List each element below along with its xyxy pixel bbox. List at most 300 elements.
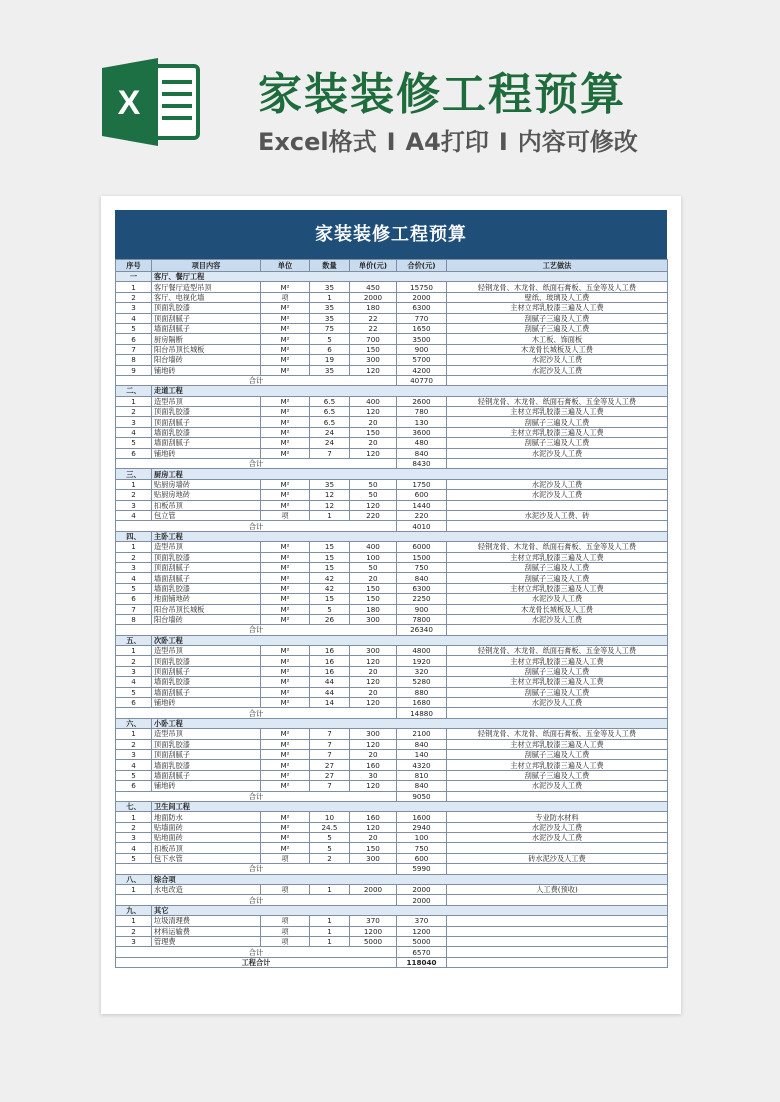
row-number: 2 <box>116 822 152 832</box>
total-label: 合计 <box>116 375 397 385</box>
table-row <box>116 583 668 593</box>
item-total: 5700 <box>397 355 447 365</box>
item-name: 扣板吊顶 <box>152 500 261 510</box>
item-name: 墙面乳胶漆 <box>152 677 261 687</box>
row-number: 1 <box>116 646 152 656</box>
total-label: 合计 <box>116 708 397 718</box>
item-method: 主材立邦乳胶漆三遍及人工费 <box>447 303 668 313</box>
item-quantity: 7 <box>310 739 350 749</box>
section-name: 主卧工程 <box>152 531 668 541</box>
total-value: 4010 <box>397 521 447 531</box>
item-total: 750 <box>397 562 447 572</box>
item-unit: 项 <box>261 916 310 926</box>
item-method: 刮腻子三遍及人工费 <box>447 573 668 583</box>
section-name: 客厅、餐厅工程 <box>152 272 668 282</box>
table-row <box>116 438 668 448</box>
row-number: 6 <box>116 334 152 344</box>
item-price: 400 <box>350 396 397 406</box>
row-number: 7 <box>116 344 152 354</box>
item-unit: M² <box>261 396 310 406</box>
item-quantity: 12 <box>310 490 350 500</box>
table-row <box>116 822 668 832</box>
item-quantity: 6.5 <box>310 407 350 417</box>
item-price: 20 <box>350 833 397 843</box>
item-name: 墙面乳胶漆 <box>152 583 261 593</box>
subtotal-row <box>116 791 668 801</box>
budget-sheet <box>115 210 667 968</box>
item-unit: M² <box>261 698 310 708</box>
item-quantity: 35 <box>310 303 350 313</box>
row-number: 4 <box>116 760 152 770</box>
item-total: 130 <box>397 417 447 427</box>
section-row <box>116 272 668 282</box>
item-quantity: 5 <box>310 843 350 853</box>
item-method: 刮腻子三遍及人工费 <box>447 438 668 448</box>
row-number: 6 <box>116 781 152 791</box>
logo-letter: X <box>117 84 141 122</box>
item-price: 120 <box>350 698 397 708</box>
total-method-cell <box>447 459 668 469</box>
section-number: 八、 <box>116 874 152 884</box>
row-number: 1 <box>116 729 152 739</box>
row-number: 3 <box>116 562 152 572</box>
item-method: 水泥沙及人工费 <box>447 822 668 832</box>
item-quantity: 24 <box>310 438 350 448</box>
item-total: 840 <box>397 448 447 458</box>
item-total: 1200 <box>397 926 447 936</box>
table-row <box>116 573 668 583</box>
item-unit: M² <box>261 614 310 624</box>
table-row <box>116 843 668 853</box>
item-unit: M² <box>261 344 310 354</box>
item-quantity: 12 <box>310 500 350 510</box>
item-name: 顶面刮腻子 <box>152 562 261 572</box>
item-method: 主材立邦乳胶漆三遍及人工费 <box>447 677 668 687</box>
item-price: 120 <box>350 781 397 791</box>
budget-table <box>115 259 668 968</box>
row-number: 1 <box>116 282 152 292</box>
column-header: 单价(元) <box>350 260 397 272</box>
item-price: 120 <box>350 407 397 417</box>
row-number: 3 <box>116 303 152 313</box>
section-row <box>116 469 668 479</box>
item-method: 水泥沙及人工费 <box>447 833 668 843</box>
item-unit: M² <box>261 500 310 510</box>
row-number: 3 <box>116 500 152 510</box>
row-number: 5 <box>116 438 152 448</box>
subtotal-row <box>116 895 668 905</box>
subtotal-row <box>116 375 668 385</box>
table-row <box>116 677 668 687</box>
item-price: 180 <box>350 604 397 614</box>
item-total: 140 <box>397 749 447 759</box>
item-unit: M² <box>261 355 310 365</box>
row-number: 4 <box>116 313 152 323</box>
item-method: 主材立邦乳胶漆三遍及人工费 <box>447 583 668 593</box>
row-number: 1 <box>116 479 152 489</box>
item-method: 人工费(预收) <box>447 885 668 895</box>
item-total: 15750 <box>397 282 447 292</box>
item-method: 水泥沙及人工费 <box>447 490 668 500</box>
total-label: 合计 <box>116 791 397 801</box>
item-name: 墙面刮腻子 <box>152 438 261 448</box>
item-price: 450 <box>350 282 397 292</box>
section-name: 厨房工程 <box>152 469 668 479</box>
item-method: 木工板、饰面板 <box>447 334 668 344</box>
item-quantity: 6.5 <box>310 417 350 427</box>
item-unit: M² <box>261 594 310 604</box>
item-method: 木龙骨长城板及人工费 <box>447 344 668 354</box>
item-unit: M² <box>261 334 310 344</box>
item-total: 6300 <box>397 583 447 593</box>
item-quantity: 42 <box>310 583 350 593</box>
total-value: 9050 <box>397 791 447 801</box>
table-row <box>116 937 668 947</box>
item-method: 轻钢龙骨、木龙骨、纸面石膏板、五金等及人工费 <box>447 729 668 739</box>
item-unit: M² <box>261 562 310 572</box>
item-price: 1200 <box>350 926 397 936</box>
table-row <box>116 448 668 458</box>
item-method: 水泥沙及人工费 <box>447 448 668 458</box>
item-price: 20 <box>350 687 397 697</box>
item-name: 贴墙面砖 <box>152 822 261 832</box>
item-quantity: 75 <box>310 323 350 333</box>
item-price: 50 <box>350 490 397 500</box>
item-name: 顶面刮腻子 <box>152 417 261 427</box>
item-unit: M² <box>261 583 310 593</box>
table-row <box>116 926 668 936</box>
table-row <box>116 812 668 822</box>
item-unit: M² <box>261 760 310 770</box>
item-price: 20 <box>350 573 397 583</box>
item-name: 包下水管 <box>152 853 261 863</box>
item-name: 墙面刮腻子 <box>152 770 261 780</box>
section-number: 四、 <box>116 531 152 541</box>
item-name: 墙面刮腻子 <box>152 573 261 583</box>
row-number: 2 <box>116 926 152 936</box>
item-total: 600 <box>397 853 447 863</box>
page-title: 家装装修工程预算 <box>258 69 626 120</box>
total-method-cell <box>447 947 668 957</box>
item-unit: M² <box>261 812 310 822</box>
item-unit: M² <box>261 282 310 292</box>
item-quantity: 35 <box>310 313 350 323</box>
item-method: 水泥沙及人工费 <box>447 781 668 791</box>
item-method: 主材立邦乳胶漆三遍及人工费 <box>447 427 668 437</box>
column-header: 工艺做法 <box>447 260 668 272</box>
item-total: 1500 <box>397 552 447 562</box>
item-total: 7800 <box>397 614 447 624</box>
row-number: 3 <box>116 417 152 427</box>
item-quantity: 27 <box>310 760 350 770</box>
item-total: 370 <box>397 916 447 926</box>
row-number: 8 <box>116 355 152 365</box>
item-unit: M² <box>261 770 310 780</box>
section-number: 五、 <box>116 635 152 645</box>
item-name: 垃圾清理费 <box>152 916 261 926</box>
item-quantity: 14 <box>310 698 350 708</box>
total-label: 工程合计 <box>116 957 397 967</box>
section-name: 卫生间工程 <box>152 801 668 811</box>
item-unit: M² <box>261 542 310 552</box>
section-row <box>116 386 668 396</box>
table-row <box>116 407 668 417</box>
item-unit: M² <box>261 479 310 489</box>
item-total: 4320 <box>397 760 447 770</box>
item-price: 30 <box>350 770 397 780</box>
table-row <box>116 427 668 437</box>
item-total: 3600 <box>397 427 447 437</box>
item-unit: M² <box>261 749 310 759</box>
item-unit: 项 <box>261 885 310 895</box>
item-name: 顶面刮腻子 <box>152 666 261 676</box>
table-row <box>116 916 668 926</box>
item-name: 管理费 <box>152 937 261 947</box>
item-price: 150 <box>350 583 397 593</box>
item-quantity: 42 <box>310 573 350 583</box>
item-quantity: 24 <box>310 427 350 437</box>
item-price: 20 <box>350 666 397 676</box>
column-header: 序号 <box>116 260 152 272</box>
item-name: 包立管 <box>152 510 261 520</box>
item-price: 150 <box>350 843 397 853</box>
row-number: 4 <box>116 677 152 687</box>
item-quantity: 16 <box>310 646 350 656</box>
table-row <box>116 562 668 572</box>
item-unit: M² <box>261 303 310 313</box>
table-row <box>116 687 668 697</box>
item-method: 轻钢龙骨、木龙骨、纸面石膏板、五金等及人工费 <box>447 542 668 552</box>
item-total: 840 <box>397 573 447 583</box>
subtotal-row <box>116 864 668 874</box>
table-row <box>116 594 668 604</box>
item-name: 顶面乳胶漆 <box>152 552 261 562</box>
item-price: 150 <box>350 427 397 437</box>
item-unit: M² <box>261 313 310 323</box>
item-unit: M² <box>261 323 310 333</box>
item-quantity: 19 <box>310 355 350 365</box>
item-name: 阳台墙砖 <box>152 355 261 365</box>
row-number: 4 <box>116 573 152 583</box>
item-total: 770 <box>397 313 447 323</box>
section-number: 九、 <box>116 905 152 915</box>
column-header: 合价(元) <box>397 260 447 272</box>
item-total: 100 <box>397 833 447 843</box>
total-method-cell <box>447 375 668 385</box>
item-method: 主材立邦乳胶漆三遍及人工费 <box>447 739 668 749</box>
item-method <box>447 843 668 853</box>
item-price: 300 <box>350 729 397 739</box>
section-number: 一 <box>116 272 152 282</box>
item-method: 主材立邦乳胶漆三遍及人工费 <box>447 552 668 562</box>
item-quantity: 5 <box>310 604 350 614</box>
row-number: 6 <box>116 594 152 604</box>
row-number: 1 <box>116 885 152 895</box>
item-name: 造型吊顶 <box>152 396 261 406</box>
item-unit: M² <box>261 365 310 375</box>
item-name: 铺地砖 <box>152 365 261 375</box>
section-row <box>116 718 668 728</box>
total-label: 合计 <box>116 521 397 531</box>
item-quantity: 7 <box>310 448 350 458</box>
item-method: 水泥沙及人工费 <box>447 698 668 708</box>
grand-total-row <box>116 957 668 967</box>
item-price: 300 <box>350 355 397 365</box>
item-unit: M² <box>261 604 310 614</box>
table-row <box>116 604 668 614</box>
item-quantity: 15 <box>310 552 350 562</box>
item-price: 180 <box>350 303 397 313</box>
item-method: 水泥沙及人工费 <box>447 355 668 365</box>
item-method: 刮腻子三遍及人工费 <box>447 417 668 427</box>
item-name: 顶面乳胶漆 <box>152 303 261 313</box>
item-quantity: 44 <box>310 677 350 687</box>
item-price: 100 <box>350 552 397 562</box>
table-row <box>116 698 668 708</box>
table-row <box>116 323 668 333</box>
row-number: 3 <box>116 666 152 676</box>
item-method: 轻钢龙骨、木龙骨、纸面石膏板、五金等及人工费 <box>447 646 668 656</box>
total-value: 14880 <box>397 708 447 718</box>
item-total: 1750 <box>397 479 447 489</box>
item-price: 400 <box>350 542 397 552</box>
item-method: 专业防水材料 <box>447 812 668 822</box>
table-row <box>116 490 668 500</box>
item-name: 贴厨房墙砖 <box>152 479 261 489</box>
total-method-cell <box>447 625 668 635</box>
item-unit: M² <box>261 843 310 853</box>
item-unit: 项 <box>261 510 310 520</box>
section-number: 二、 <box>116 386 152 396</box>
item-name: 阳台墙砖 <box>152 614 261 624</box>
table-row <box>116 749 668 759</box>
item-price: 50 <box>350 479 397 489</box>
table-row <box>116 355 668 365</box>
table-row <box>116 282 668 292</box>
total-method-cell <box>447 957 668 967</box>
sheet-title: 家装装修工程预算 <box>115 210 667 259</box>
item-total: 2250 <box>397 594 447 604</box>
item-price: 300 <box>350 646 397 656</box>
item-unit: M² <box>261 822 310 832</box>
item-method: 水泥沙及人工费 <box>447 594 668 604</box>
row-number: 5 <box>116 853 152 863</box>
item-price: 2000 <box>350 885 397 895</box>
section-row <box>116 531 668 541</box>
table-row <box>116 853 668 863</box>
total-label: 合计 <box>116 947 397 957</box>
item-quantity: 15 <box>310 594 350 604</box>
item-total: 2000 <box>397 292 447 302</box>
section-row <box>116 635 668 645</box>
item-quantity: 6.5 <box>310 396 350 406</box>
item-price: 20 <box>350 417 397 427</box>
item-total: 220 <box>397 510 447 520</box>
table-row <box>116 303 668 313</box>
item-method: 主材立邦乳胶漆三遍及人工费 <box>447 656 668 666</box>
item-method: 刮腻子三遍及人工费 <box>447 313 668 323</box>
item-unit: M² <box>261 781 310 791</box>
item-total: 900 <box>397 604 447 614</box>
item-total: 4800 <box>397 646 447 656</box>
item-unit: M² <box>261 739 310 749</box>
column-header: 数量 <box>310 260 350 272</box>
table-row <box>116 781 668 791</box>
row-number: 2 <box>116 407 152 417</box>
item-total: 1920 <box>397 656 447 666</box>
item-unit: M² <box>261 417 310 427</box>
item-unit: 项 <box>261 937 310 947</box>
item-name: 墙面刮腻子 <box>152 687 261 697</box>
subtotal-row <box>116 625 668 635</box>
section-row <box>116 801 668 811</box>
item-price: 22 <box>350 323 397 333</box>
total-label: 合计 <box>116 895 397 905</box>
table-row <box>116 500 668 510</box>
item-unit: 项 <box>261 853 310 863</box>
total-label: 合计 <box>116 625 397 635</box>
section-name: 小卧工程 <box>152 718 668 728</box>
total-value: 118040 <box>397 957 447 967</box>
column-header: 单位 <box>261 260 310 272</box>
item-name: 地面防水 <box>152 812 261 822</box>
item-quantity: 1 <box>310 292 350 302</box>
row-number: 3 <box>116 833 152 843</box>
item-quantity: 44 <box>310 687 350 697</box>
subtitle-part: 内容可修改 <box>517 128 638 156</box>
item-total: 810 <box>397 770 447 780</box>
item-method: 壁纸、玻璃及人工费 <box>447 292 668 302</box>
item-quantity: 15 <box>310 542 350 552</box>
section-name: 次卧工程 <box>152 635 668 645</box>
item-quantity: 26 <box>310 614 350 624</box>
table-row <box>116 417 668 427</box>
item-name: 墙面乳胶漆 <box>152 760 261 770</box>
total-value: 8430 <box>397 459 447 469</box>
item-total: 1680 <box>397 698 447 708</box>
item-price: 160 <box>350 760 397 770</box>
item-method: 水泥沙及人工费、砖 <box>447 510 668 520</box>
item-unit: 项 <box>261 292 310 302</box>
item-method: 刮腻子三遍及人工费 <box>447 687 668 697</box>
item-name: 造型吊顶 <box>152 542 261 552</box>
row-number: 6 <box>116 698 152 708</box>
excel-logo-icon <box>102 56 202 148</box>
section-number: 六、 <box>116 718 152 728</box>
item-method: 水泥沙及人工费 <box>447 479 668 489</box>
item-price: 2000 <box>350 292 397 302</box>
item-quantity: 7 <box>310 781 350 791</box>
item-quantity: 10 <box>310 812 350 822</box>
item-name: 铺地砖 <box>152 698 261 708</box>
table-row <box>116 313 668 323</box>
table-row <box>116 542 668 552</box>
item-name: 铺地砖 <box>152 781 261 791</box>
item-name: 阳台吊顶长城板 <box>152 604 261 614</box>
column-header: 项目内容 <box>152 260 261 272</box>
subtitle-part: Excel格式 <box>258 128 377 156</box>
total-value: 40770 <box>397 375 447 385</box>
item-price: 120 <box>350 500 397 510</box>
total-value: 26340 <box>397 625 447 635</box>
item-name: 造型吊顶 <box>152 729 261 739</box>
item-total: 600 <box>397 490 447 500</box>
subtitle-part: A4打印 <box>405 128 489 156</box>
item-name: 地面铺地砖 <box>152 594 261 604</box>
table-row <box>116 760 668 770</box>
row-number: 3 <box>116 937 152 947</box>
item-unit: M² <box>261 656 310 666</box>
